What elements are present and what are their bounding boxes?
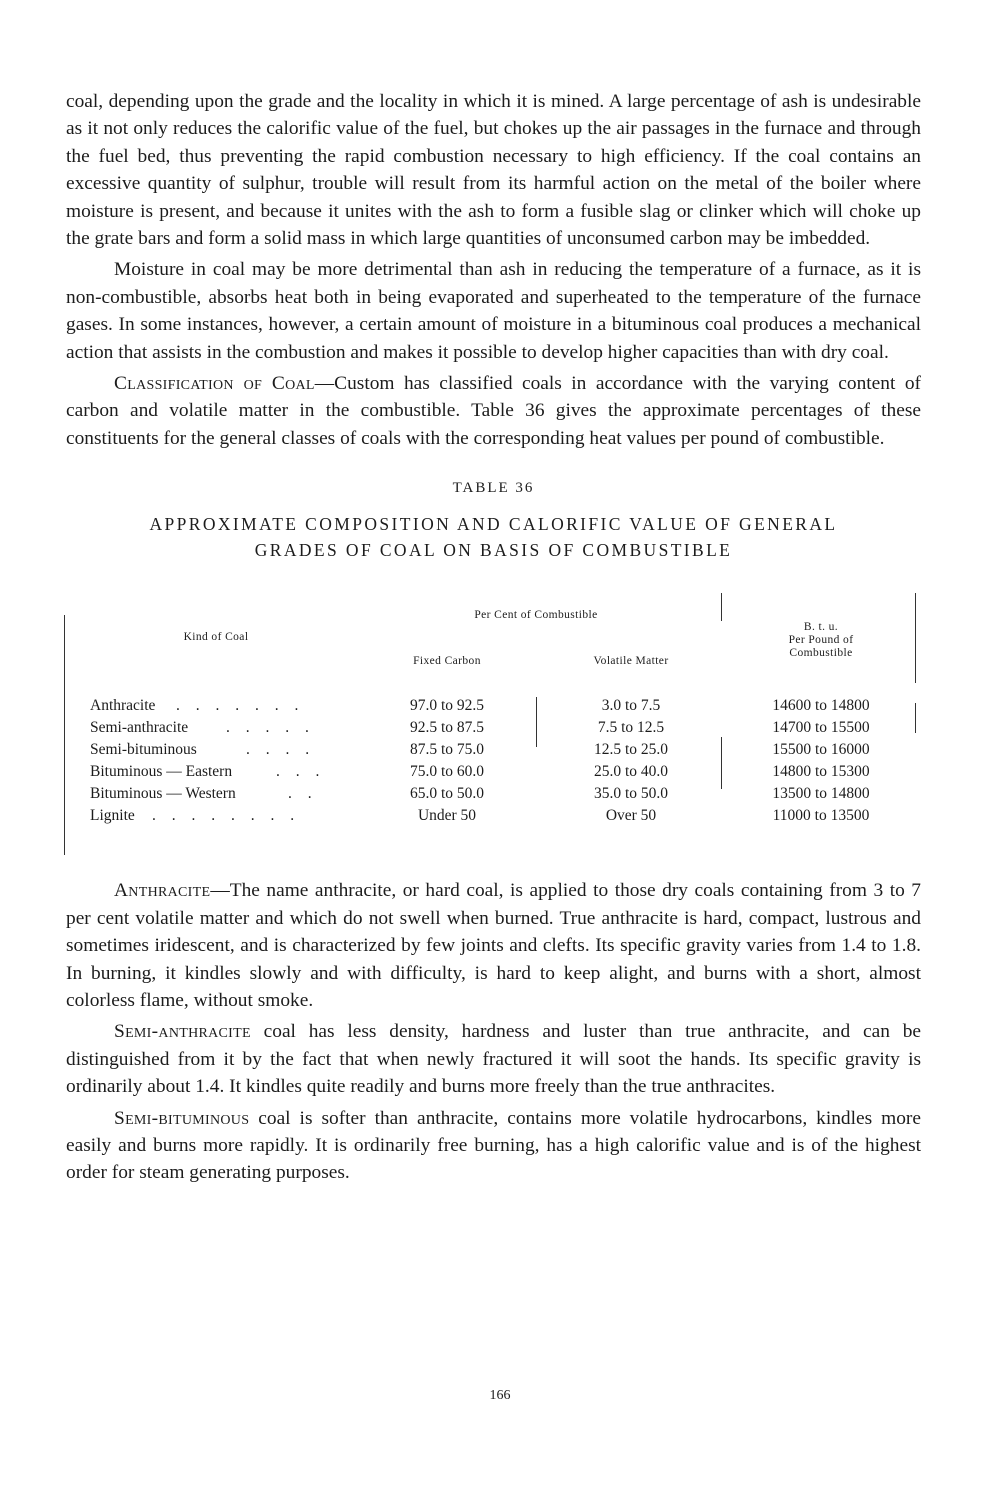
semi-anthracite-text: coal has less density, hardness and luster than true anthracite, and can be distinguished from it by the fact that when newly fractured it will soot the hands. Its specific gravity is ordinarily about 1.4. It kindles quite readily and burns more freely than the true anthracites. <box>66 1021 921 1098</box>
row-volatile-matter: 3.0 to 7.5 <box>601 697 661 715</box>
row-kind: Anthracite <box>90 697 156 715</box>
table-row <box>66 763 921 785</box>
row-volatile-matter: 25.0 to 40.0 <box>593 763 669 781</box>
header-volatile-matter: Volatile Matter <box>593 655 669 668</box>
classification-text: —Custom has classified coals in accordance with the varying content of carbon and volatile matter in the combustible. Table 36 gives the approximate percentages of these constituents for the general classes of coals with the corresponding heat values per pound of combustible. <box>66 373 921 449</box>
classification-heading: Classification of Coal <box>114 373 315 395</box>
semi-anthracite-heading: Semi-anthracite <box>114 1021 251 1043</box>
header-btu-line-3: Combustible <box>789 647 853 660</box>
table-row <box>66 719 921 741</box>
row-leader-dots: . . . . . . . . <box>152 807 301 825</box>
anthracite-text: —The name anthracite, or hard coal, is applied to those dry coals containing from 3 to 7 per cent volatile matter and which do not swell when burned. True anthracite is hard, compact, lustrous and sometimes iridescent, and is characterized by few joints and clefts. Its specific gravity varies from 1.4 to 1.8. In burning, it kindles slowly and with difficulty, is hard to keep alight, and burns with a short, almost colorless flame, without smoke. <box>66 880 921 1011</box>
header-divider <box>721 593 722 621</box>
row-btu: 14600 to 14800 <box>772 697 870 715</box>
coal-composition-table <box>66 587 921 849</box>
table-caption-line-1: APPROXIMATE COMPOSITION AND CALORIFIC VALUE OF GENERAL <box>149 514 838 535</box>
row-fixed-carbon: 65.0 to 50.0 <box>409 785 485 803</box>
header-btu-line-2: Per Pound of <box>788 634 854 647</box>
row-leader-dots: . . <box>288 785 318 803</box>
row-leader-dots: . . . . . <box>226 719 315 737</box>
header-fixed-carbon: Fixed Carbon <box>413 655 481 668</box>
row-kind: Semi-bituminous <box>90 741 197 759</box>
row-leader-dots: . . . . . . . <box>176 697 305 715</box>
row-fixed-carbon: 97.0 to 92.5 <box>409 697 485 715</box>
semi-bituminous-text: coal is softer than anthracite, contains more volatile hydrocarbons, kindles more easily and burns more rapidly. It is ordinarily free burning, has a high calorific value and is of the highest order for steam generating purposes. <box>66 1107 921 1184</box>
table-row <box>66 807 921 829</box>
row-leader-dots: . . . <box>276 763 326 781</box>
paragraph-semi-anthracite <box>66 1018 921 1100</box>
header-per-cent-combustible: Per Cent of Combustible <box>474 609 598 622</box>
row-kind: Bituminous — Western <box>90 785 236 803</box>
row-btu: 15500 to 16000 <box>772 741 870 759</box>
row-volatile-matter: 7.5 to 12.5 <box>597 719 665 737</box>
row-fixed-carbon: 92.5 to 87.5 <box>409 719 485 737</box>
paragraph-classification <box>66 370 921 452</box>
table-left-rule <box>64 615 65 855</box>
table-label: TABLE 36 <box>452 480 535 497</box>
header-kind-of-coal: Kind of Coal <box>183 631 249 644</box>
paragraph-moisture: Moisture in coal may be more detrimental than ash in reducing the temperature of a furnace, as it is non-combustible, absorbs heat both in being evaporated and superheated to the temperature of the furnace gases. In some instances, however, a certain amount of moisture in a bituminous coal produces a mechanical action that assists in the combustion and makes it possible to develop higher capacities than with dry coal. <box>66 259 921 363</box>
row-btu: 11000 to 13500 <box>772 807 870 825</box>
row-kind: Lignite <box>90 807 135 825</box>
table-right-rule <box>915 593 916 683</box>
paragraph-semi-bituminous <box>66 1105 921 1187</box>
header-btu-line-1: B. t. u. <box>803 621 839 634</box>
paragraph-anthracite <box>66 877 921 1014</box>
table-caption-line-2: GRADES OF COAL ON BASIS OF COMBUSTIBLE <box>254 540 733 561</box>
row-fixed-carbon: 75.0 to 60.0 <box>409 763 485 781</box>
header-btu <box>756 621 886 660</box>
row-btu: 13500 to 14800 <box>772 785 870 803</box>
paragraph-ash-sulphur: coal, depending upon the grade and the locality in which it is mined. A large percentage of ash is undesirable as it not only reduces the calorific value of the fuel, but chokes up the air passages in the furnace and through the fuel bed, thus preventing the rapid combustion necessary to high efficiency. If the coal contains an excessive quantity of sulphur, trouble will result from its harmful action on the metal of the boiler where moisture is present, and because it unites with the ash to form a fusible slag or clinker which will choke up the grate bars and form a solid mass in which large quantities of unconsumed carbon may be imbedded. <box>66 91 921 250</box>
row-leader-dots: . . . . <box>246 741 316 759</box>
table-row <box>66 785 921 807</box>
table-caption <box>66 511 921 563</box>
row-kind: Bituminous — Eastern <box>90 763 233 781</box>
row-volatile-matter: 35.0 to 50.0 <box>593 785 669 803</box>
row-volatile-matter: 12.5 to 25.0 <box>593 741 669 759</box>
row-kind: Semi-anthracite <box>90 719 189 737</box>
row-btu: 14800 to 15300 <box>772 763 870 781</box>
row-volatile-matter: Over 50 <box>605 807 657 825</box>
table-row <box>66 697 921 719</box>
table-row <box>66 741 921 763</box>
page-body <box>66 88 921 1187</box>
row-fixed-carbon: Under 50 <box>417 807 477 825</box>
page-number: 166 <box>489 1388 511 1403</box>
semi-bituminous-heading: Semi-bituminous <box>114 1107 250 1129</box>
anthracite-heading: Anthracite <box>114 880 211 902</box>
row-btu: 14700 to 15500 <box>772 719 870 737</box>
row-fixed-carbon: 87.5 to 75.0 <box>409 741 485 759</box>
